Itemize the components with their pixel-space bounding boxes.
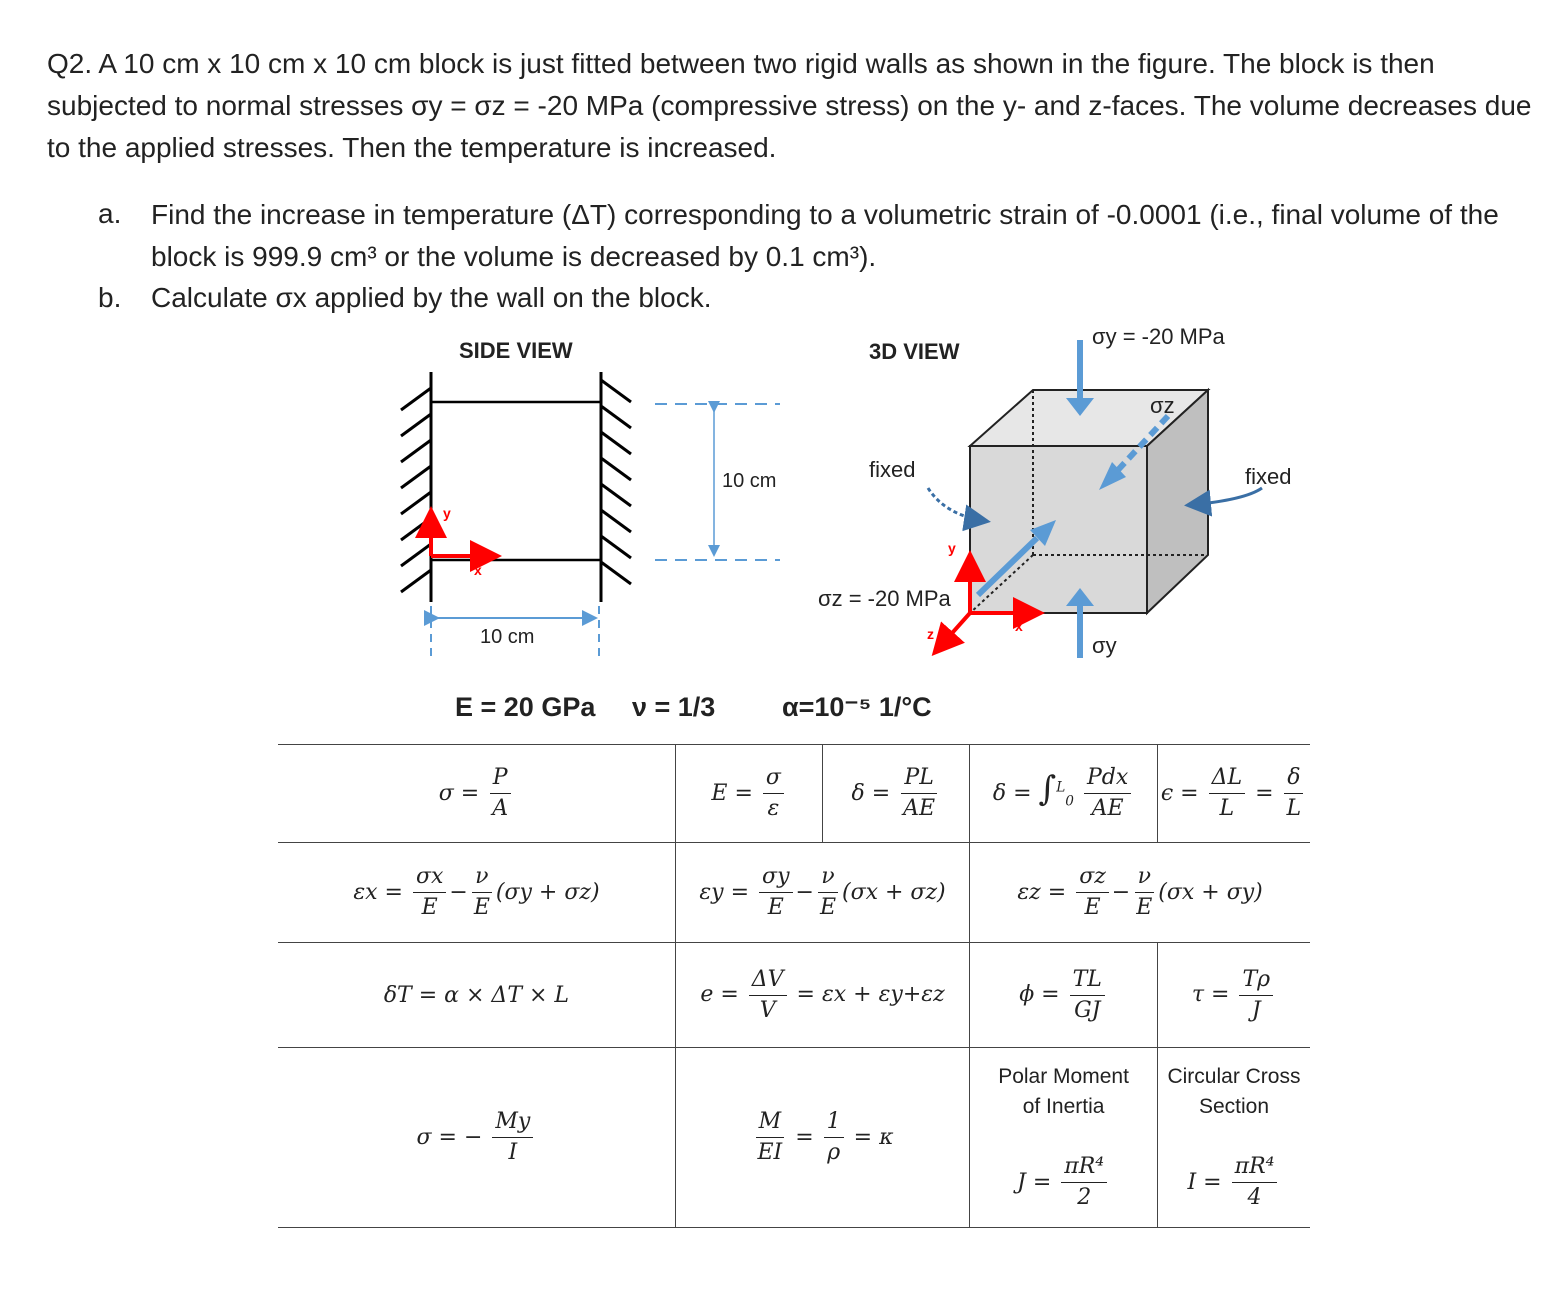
side-block	[431, 402, 601, 560]
cell-deform-integral: δ = ∫$^L_0$ $\frac{\text{Pdx}}{AE}$	[970, 745, 1158, 843]
right-wall	[601, 372, 631, 602]
cell-inertia: Circular Cross Section I = $\frac{\text{πR⁴}}{4}$	[1157, 1048, 1310, 1228]
cube-axis-y-label: y	[948, 540, 956, 556]
cell-thermal: δT = α × ΔT × L	[278, 943, 675, 1048]
sigma-y-label: σy = -20 MPa	[1092, 324, 1225, 349]
part-a-marker: a.	[98, 198, 122, 229]
cell-twist: ϕ = $\frac{TL}{GJ}$	[970, 943, 1158, 1048]
formula-table	[278, 744, 1310, 1228]
polar-label: Polar Moment of Inertia	[998, 1065, 1129, 1118]
question-intro: Q2. A 10 cm x 10 cm x 10 cm block is just fitted between two rigid walls as shown in the figure. The block is then subjected to normal stresses σy = σz = -20 MPa (compressive stress) on the y- and z-faces. The volume decreases due to the applied stresses. Then the temperature is increased.	[47, 48, 1532, 163]
cell-polar: Polar Moment of Inertia J = $\frac{\text{πR⁴}}{2}$	[970, 1048, 1158, 1228]
cell-flexure: σ = − $\frac{My}{I}$	[278, 1048, 675, 1228]
height-label: 10 cm	[722, 470, 777, 492]
circular-label: Circular Cross Section	[1167, 1065, 1301, 1118]
cell-deform: δ = $\frac{PL}{AE}$	[823, 745, 970, 843]
cell-stress: σ = $\frac{P}{A}$	[278, 745, 675, 843]
part-b-text: Calculate σx applied by the wall on the block.	[151, 282, 712, 313]
part-b-marker: b.	[98, 282, 122, 313]
sigma-y-bottom-label: σy	[1092, 633, 1117, 658]
cube-axis-x-label: x	[1015, 618, 1023, 634]
param-E: E = 20 GPa	[455, 692, 596, 722]
side-axis-y-label: y	[443, 505, 451, 521]
param-nu: ν = 1/3	[632, 692, 716, 722]
cell-shear: τ = $\frac{T\rho}{J}$	[1157, 943, 1310, 1048]
fixed-right-label: fixed	[1245, 464, 1292, 489]
3d-view-title: 3D VIEW	[869, 339, 960, 364]
side-view-title: SIDE VIEW	[459, 338, 573, 363]
cell-curvature: $\frac{M}{EI}$ = $\frac{1}{\rho}$ = κ	[675, 1048, 969, 1228]
cell-eps-y: εy = $\frac{\sigma y}{E}$ − $\frac{\nu}{E}$ (σx + σz)	[675, 843, 969, 943]
side-axis-x-label: x	[474, 562, 482, 578]
cell-volumetric: e = $\frac{\Delta V}{V}$ = εx + εy+εz	[675, 943, 969, 1048]
cell-strain: ϵ = $\frac{\Delta L}{L}$ = $\frac{\delta}{L}$	[1157, 745, 1310, 843]
cell-eps-z: εz = $\frac{\sigma z}{E}$ − $\frac{\nu}{E}$ (σx + σy)	[970, 843, 1310, 943]
cube-z-axis	[937, 613, 970, 650]
cell-eps-x: εx = $\frac{\sigma x}{E}$ − $\frac{\nu}{E}$ (σy + σz)	[278, 843, 675, 943]
left-wall	[401, 372, 431, 602]
fixed-left-label: fixed	[869, 457, 916, 482]
cell-modulus: E = $\frac{\sigma}{\varepsilon}$	[675, 745, 823, 843]
part-a-text: Find the increase in temperature (ΔT) corresponding to a volumetric strain of -0.0001 (i.e., final volume of the block is 999.9 cm³ or the volume is decreased by 0.1 cm³).	[151, 199, 1499, 272]
cube-axis-z-label: z	[927, 626, 934, 642]
sigma-z-label: σz = -20 MPa	[818, 586, 951, 611]
width-label: 10 cm	[480, 626, 535, 648]
sigma-z-face-label: σz	[1150, 393, 1175, 418]
param-alpha: α=10⁻⁵ 1/°C	[782, 692, 932, 722]
